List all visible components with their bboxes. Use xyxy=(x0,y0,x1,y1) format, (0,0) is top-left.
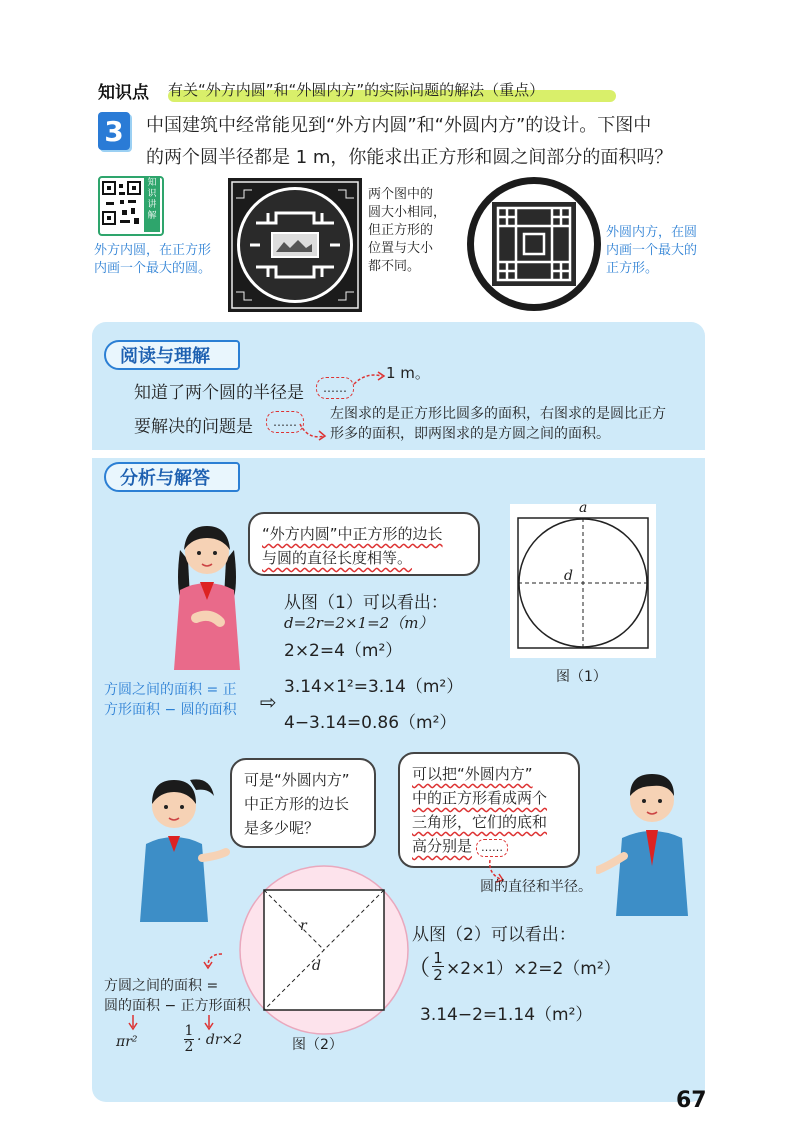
reading-section-tab: 阅读与理解 xyxy=(104,340,240,370)
problem-dots: …… xyxy=(266,411,304,433)
bubble3-line-4: 高分别是 xyxy=(412,837,473,855)
arrow-icon: ⇨ xyxy=(260,690,277,714)
figure2-label-r: r xyxy=(300,918,307,934)
eq5-fraction xyxy=(432,950,444,983)
knowledge-point-topic: 有关“外方内圆”和“外圆内方”的实际问题的解法（重点） xyxy=(168,81,545,99)
boy-speech-bubble xyxy=(398,752,580,868)
half-rest: · dr×2 xyxy=(197,1031,243,1048)
girl-speech-bubble xyxy=(248,512,480,576)
bubble3-line-3: 三角形，它们的底和 xyxy=(412,813,548,831)
bubble3-answer: 圆的直径和半径。 xyxy=(480,879,592,895)
knowledge-point-label: 知识点 xyxy=(98,83,149,103)
qr-tag: 知识讲解 xyxy=(144,176,160,232)
problem-line-1: 中国建筑中经常能见到“外方内圆”和“外圆内方”的设计。下图中 xyxy=(146,115,652,136)
analysis-section-tab: 分析与解答 xyxy=(104,462,240,492)
square-window-image xyxy=(228,178,362,312)
qr-code-icon xyxy=(100,178,144,230)
figure2-label-d: d xyxy=(312,958,321,974)
eq5-rest: ×2×1）×2=2（m²） xyxy=(446,959,621,979)
middle-note-line-4: 位置与大小 xyxy=(368,241,434,256)
figure2-caption: 图（2） xyxy=(292,1037,343,1053)
side-note-2-line-2: 圆的面积 − 正方形面积 xyxy=(104,998,251,1014)
eq-triangles xyxy=(408,950,621,983)
panel-divider xyxy=(92,450,705,458)
round-window-image xyxy=(466,176,602,312)
figure1-label-a: a xyxy=(579,500,588,516)
known-text: 知道了两个圆的半径是 xyxy=(134,383,304,403)
bubble2-line-3: 是多少呢？ xyxy=(244,819,320,837)
right-image-note xyxy=(606,224,697,278)
middle-note-line-5: 都不同。 xyxy=(368,259,421,274)
problem-arrow-icon xyxy=(298,420,328,442)
from-figure2: 从图（2）可以看出： xyxy=(412,925,576,945)
middle-image-note xyxy=(368,186,458,276)
left-note-line-1: 外方内圆，在正方形 xyxy=(94,243,212,258)
half-dr-expression xyxy=(184,1024,242,1055)
figure1-caption: 图（1） xyxy=(556,669,607,685)
known-dots: …… xyxy=(316,377,354,399)
eq-square-area: 2×2=4（m²） xyxy=(284,641,403,661)
side-note-2 xyxy=(104,976,274,1016)
bubble2-line-1: 可是“外圆内方” xyxy=(244,771,350,789)
bubble3-line-1: 可以把“外圆内方” xyxy=(412,765,533,783)
side-note-1 xyxy=(104,680,264,720)
known-answer: 1 m。 xyxy=(386,364,430,382)
page-number: 67 xyxy=(676,1088,707,1113)
problem-answer-line-2: 形多的面积，即两图求的是方圆之间的面积。 xyxy=(330,426,610,442)
left-note-line-2: 内画一个最大的圆。 xyxy=(94,261,212,276)
half-fraction xyxy=(184,1024,194,1055)
problem-answer-line-1: 左图求的是正方形比圆多的面积，右图求的是圆比正方 xyxy=(330,406,666,422)
eq-difference2: 3.14−2=1.14（m²） xyxy=(420,1005,593,1025)
bubble1-line-1: “外方内圆”中正方形的边长 xyxy=(262,525,443,543)
side-note-2-line-1: 方圆之间的面积 = xyxy=(104,978,219,994)
half-numerator: 1 xyxy=(184,1023,194,1039)
eq-diameter: d=2r=2×1=2（m） xyxy=(284,614,434,632)
problem-line-2: 的两个圆半径都是 1 m，你能求出正方形和圆之间部分的面积吗？ xyxy=(146,147,673,168)
figure1-diagram xyxy=(510,504,656,658)
pi-r-squared: πr² xyxy=(116,1034,138,1050)
problem-answer xyxy=(330,404,702,444)
eq5-numerator: 1 xyxy=(433,949,443,967)
eq5-paren: （ xyxy=(408,956,431,981)
eq5-denominator: 2 xyxy=(433,966,443,984)
figure1-label-d: d xyxy=(564,568,573,584)
eq-difference1: 4−3.14=0.86（m²） xyxy=(284,713,457,733)
bubble3-dots: …… xyxy=(476,839,508,857)
right-note-line-2: 内画一个最大的 xyxy=(606,243,698,258)
boy-character-image xyxy=(596,766,696,916)
left-image-note xyxy=(94,242,211,278)
bubble2-line-2: 中正方形的边长 xyxy=(244,795,350,813)
girl2-character-image xyxy=(130,772,230,922)
girl-character-image xyxy=(166,520,248,670)
right-note-line-1: 外圆内方，在圆 xyxy=(606,225,698,240)
middle-note-line-3: 但正方形的 xyxy=(368,223,434,238)
side-note-1-line-2: 方形面积 − 圆的面积 xyxy=(104,702,237,718)
half-denominator: 2 xyxy=(184,1039,194,1055)
girl2-speech-bubble xyxy=(230,758,376,848)
from-figure1: 从图（1）可以看出： xyxy=(284,593,448,613)
pi-arrow-icon xyxy=(126,1014,140,1032)
right-note-line-3: 正方形。 xyxy=(606,261,659,276)
bubble1-line-2: 与圆的直径长度相等。 xyxy=(262,549,413,567)
side-note-1-line-1: 方圆之间的面积 = 正 xyxy=(104,682,237,698)
problem-number-badge: 3 xyxy=(98,112,130,150)
middle-note-line-1: 两个图中的 xyxy=(368,187,434,202)
bubble3-line-2: 中的正方形看成两个 xyxy=(412,789,548,807)
problem-statement xyxy=(146,110,706,174)
problem-to-solve-text: 要解决的问题是 xyxy=(134,417,253,437)
eq-circle-area: 3.14×1²=3.14（m²） xyxy=(284,677,464,697)
middle-note-line-2: 圆大小相同， xyxy=(368,205,447,220)
known-arrow-icon xyxy=(352,368,386,388)
side-note2-arrow-icon xyxy=(202,952,226,974)
